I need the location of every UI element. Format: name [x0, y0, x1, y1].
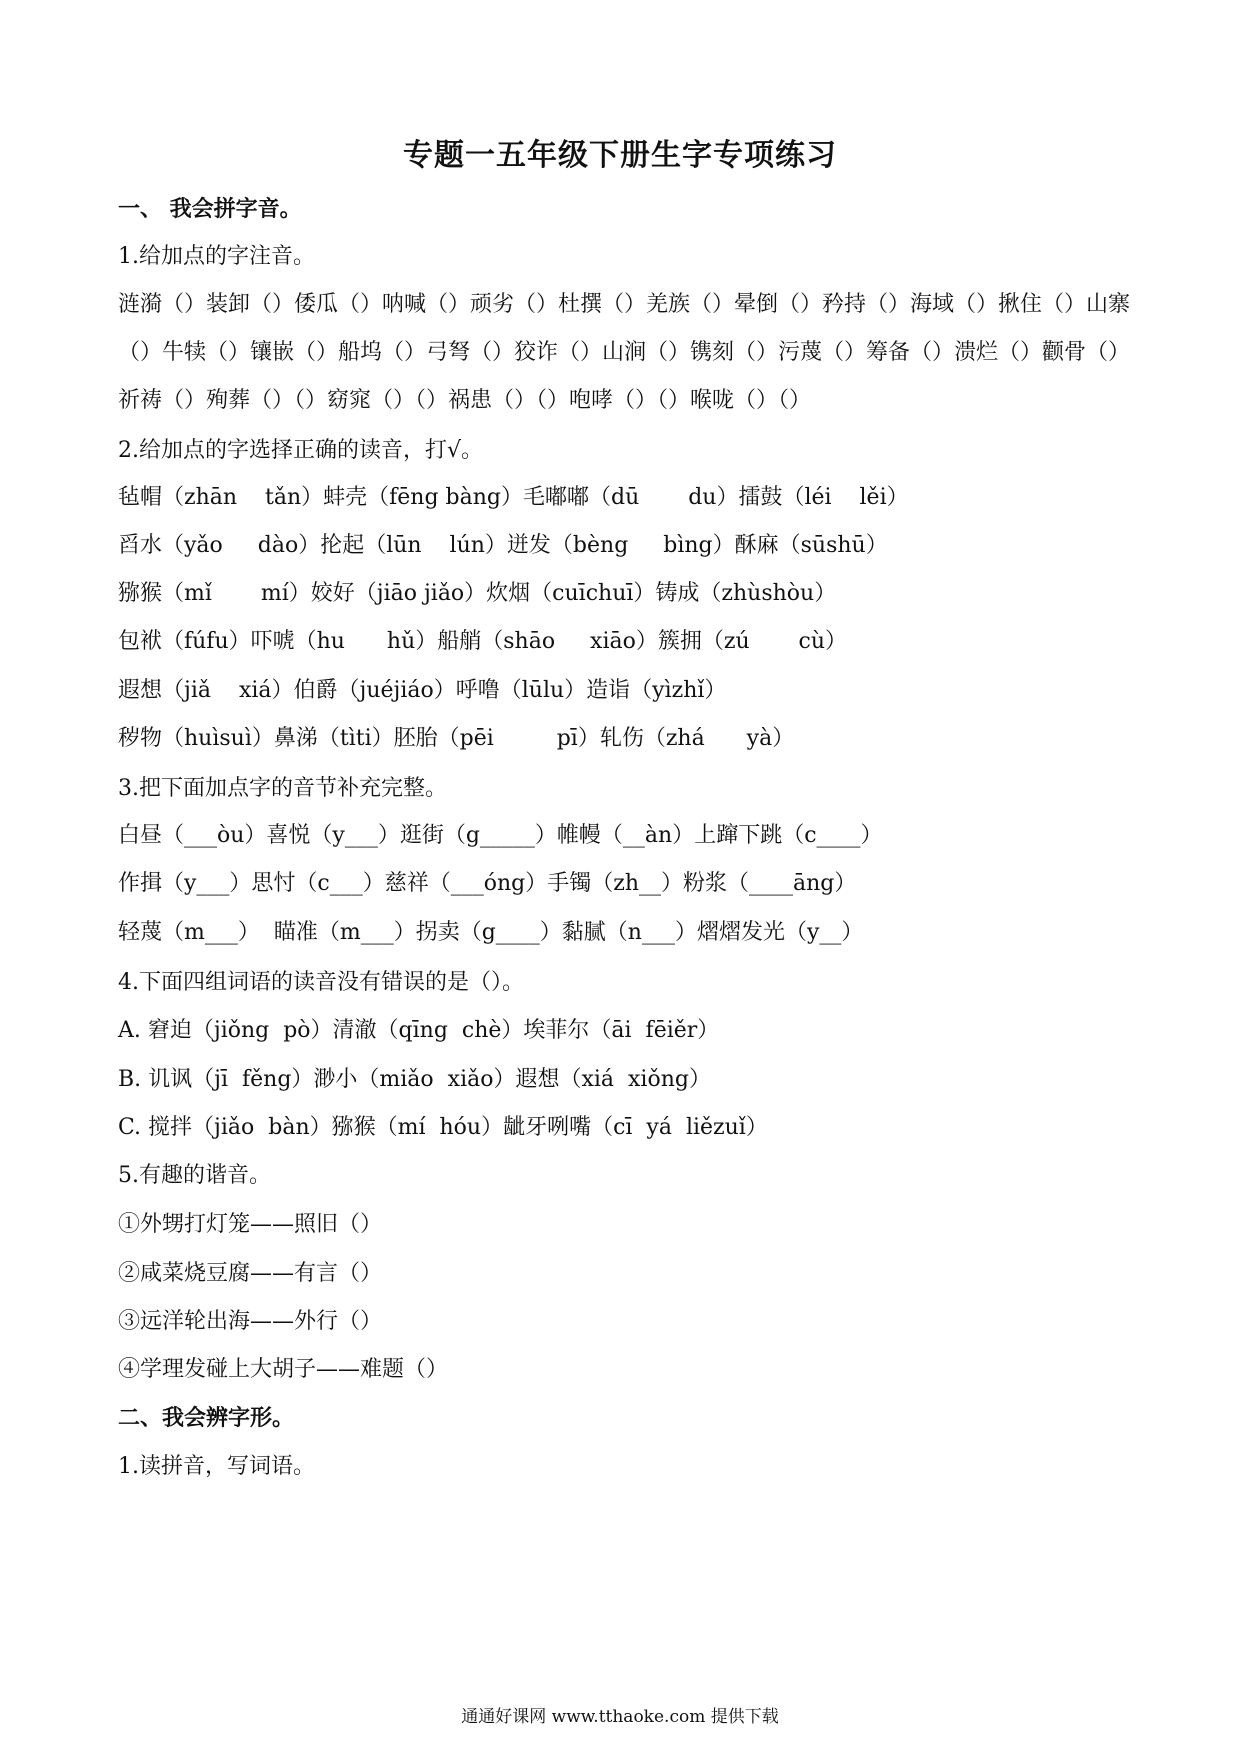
question-3-line: 作揖（y___）思忖（c___）慈祥（___óng）手镯（zh__）粉浆（____āng） [118, 871, 857, 896]
question-3-line: 轻蔑（m___） 瞄准（m___）拐卖（g____）黏腻（n___）熠熠发光（y__） [118, 920, 864, 945]
question-2-line: 遐想（jiǎ xiá）伯爵（juéjiáo）呼噜（lūlu）造诣（yìzhǐ） [118, 678, 727, 703]
question-1-line: 祈祷（）殉葬（）（）窈窕（）（）祸患（）（）咆哮（）（）喉咙（）（） [118, 388, 812, 413]
section-heading-1: 一、 我会拼字音。 [118, 197, 302, 222]
question-2-line: 包袱（fúfu）吓唬（hu hǔ）船艄（shāo xiāo）簇拥（zú cù） [118, 629, 848, 654]
question-5-item: ②咸菜烧豆腐——有言（） [118, 1261, 383, 1286]
question-2-line: 猕猴（mǐ mí）姣好（jiāo jiǎo）炊烟（cuīchuī）铸成（zhùshòu） [118, 581, 837, 606]
question-1-line: （）牛犊（）镶嵌（）船坞（）弓弩（）狡诈（）山涧（）镌刻（）污蔑（）筹备（）溃烂（）颧骨（） [118, 340, 1131, 365]
question-5-item: ①外甥打灯笼——照旧（） [118, 1212, 383, 1237]
question-5-prompt: 5.有趣的谐音。 [118, 1163, 271, 1188]
section-heading-2: 二、我会辨字形。 [118, 1406, 295, 1431]
question-1-line: 涟漪（）装卸（）倭瓜（）呐喊（）顽劣（）杜撰（）羌族（）晕倒（）矜持（）海域（）揪住（）山寨 [118, 292, 1131, 317]
question-4-option-c: C. 搅拌（jiǎo bàn）猕猴（mí hóu）龇牙咧嘴（cī yá liězuǐ） [118, 1115, 768, 1140]
question-2-line: 舀水（yǎo dào）抡起（lūn lún）迸发（bèng bìng）酥麻（sūshū） [118, 533, 888, 558]
page-footer: 通通好课网 www.tthaoke.com 提供下载 [461, 1707, 779, 1727]
question-2-line: 毡帽（zhān tǎn）蚌壳（fēng bàng）毛嘟嘟（dū du）擂鼓（léi lěi） [118, 485, 909, 510]
page-title: 专题一五年级下册生字专项练习 [403, 138, 837, 173]
question-5-item: ③远洋轮出海——外行（） [118, 1309, 383, 1334]
question-2-prompt: 2.给加点的字选择正确的读音，打√。 [118, 438, 484, 463]
question-2-line: 秽物（huìsuì）鼻涕（tìti）胚胎（pēi pī）轧伤（zhá yà） [118, 726, 795, 751]
question-3-prompt: 3.把下面加点字的音节补充完整。 [118, 776, 447, 801]
question-4-option-b: B. 讥讽（jī fěng）渺小（miǎo xiǎo）遐想（xiá xiǒng） [118, 1067, 711, 1092]
question-1-prompt: 1.给加点的字注音。 [118, 244, 315, 269]
question-5-item: ④学理发碰上大胡子——难题（） [118, 1357, 449, 1382]
section-2-question-1-prompt: 1.读拼音，写词语。 [118, 1454, 315, 1479]
question-3-line: 白昼（___òu）喜悦（y___）逛街（g_____）帷幔（__àn）上蹿下跳（c____） [118, 823, 883, 848]
question-4-prompt: 4.下面四组词语的读音没有错误的是（）。 [118, 970, 524, 995]
question-4-option-a: A. 窘迫（jiǒng pò）清澈（qīng chè）埃菲尔（āi fēiěr） [118, 1018, 720, 1043]
